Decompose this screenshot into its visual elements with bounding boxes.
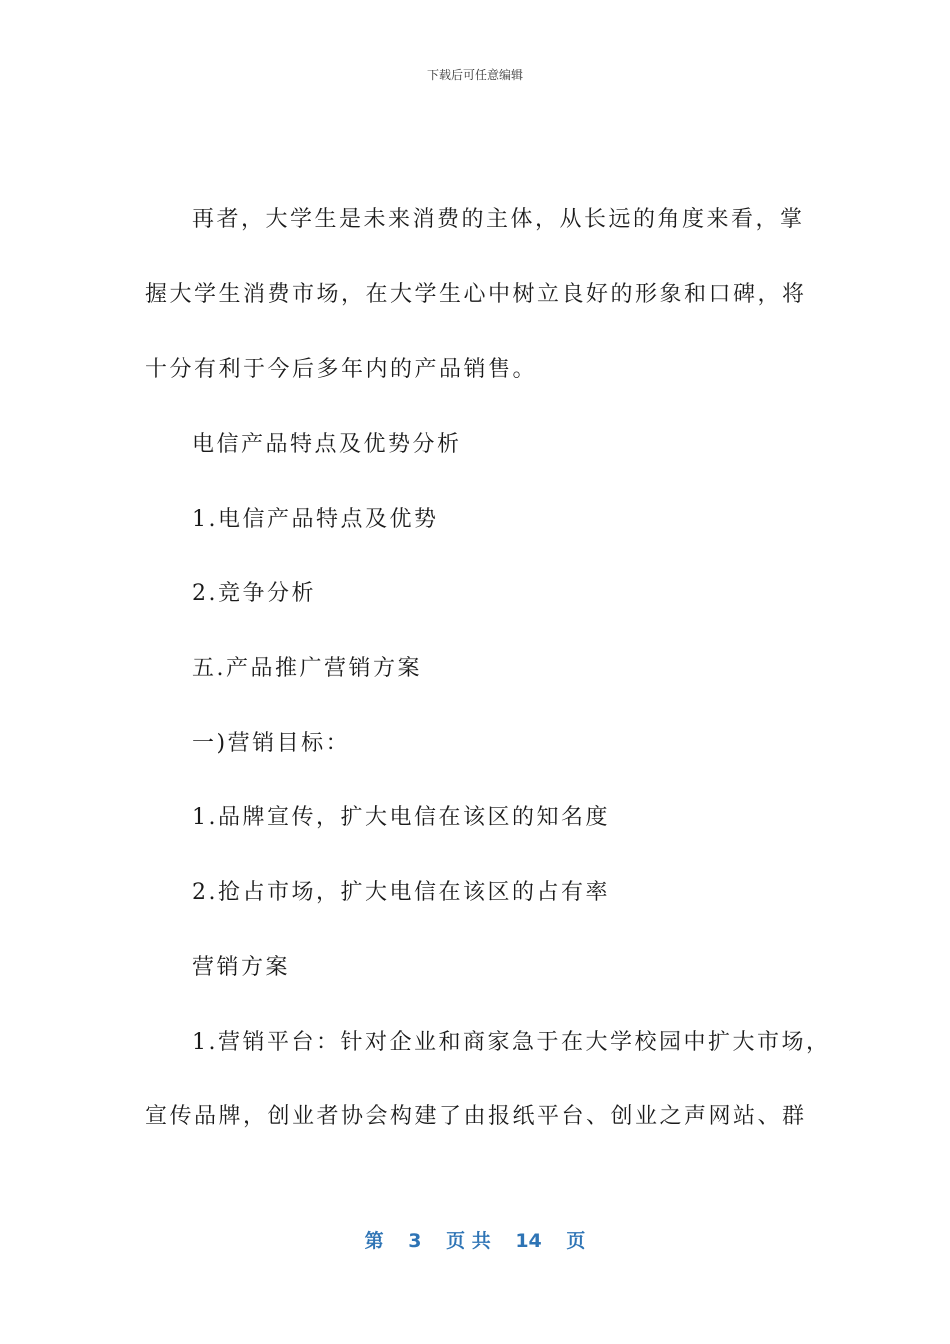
list-item: 2.竞争分析 [192, 581, 316, 606]
page-footer [0, 1226, 950, 1253]
list-item: 1.电信产品特点及优势 [192, 507, 439, 532]
paragraph-line: 握大学生消费市场，在大学生心中树立良好的形象和口碑，将 [145, 282, 807, 307]
section-heading: 五.产品推广营销方案 [192, 656, 422, 681]
paragraph-line: 1.营销平台：针对企业和商家急于在大学校园中扩大市场， [192, 1030, 831, 1055]
subsection-heading: 营销方案 [192, 955, 291, 980]
header-note: 下载后可任意编辑 [426, 68, 523, 82]
paragraph-line: 宣传品牌，创业者协会构建了由报纸平台、创业之声网站、群 [145, 1104, 807, 1129]
footer-label-of: 页 共 [446, 1230, 491, 1252]
paragraph-line: 十分有利于今后多年内的产品销售。 [145, 357, 538, 382]
section-heading: 电信产品特点及优势分析 [192, 432, 462, 457]
paragraph-line: 再者，大学生是未来消费的主体，从长远的角度来看，掌 [192, 207, 805, 232]
footer-label-end: 页 [566, 1230, 586, 1252]
list-item: 2.抢占市场，扩大电信在该区的占有率 [192, 880, 610, 905]
total-pages-number: 14 [515, 1230, 542, 1252]
subsection-heading: 一)营销目标： [192, 731, 351, 756]
list-item: 1.品牌宣传，扩大电信在该区的知名度 [192, 805, 610, 830]
current-page-number: 3 [408, 1230, 422, 1252]
footer-label-page: 第 [364, 1230, 384, 1252]
